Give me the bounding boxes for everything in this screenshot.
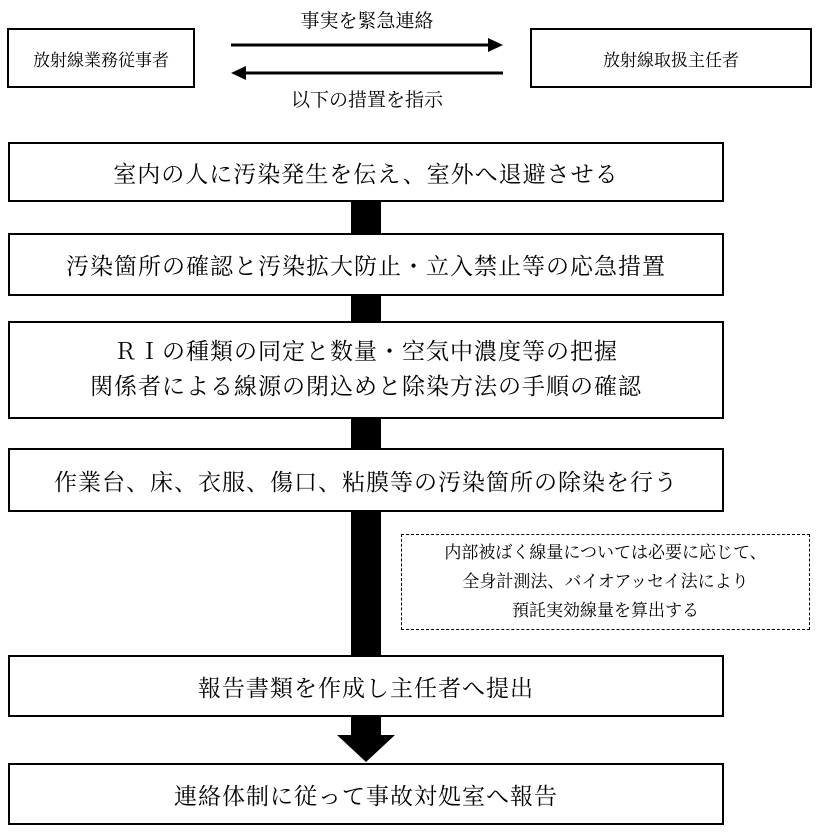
step-evacuate — [8, 142, 724, 202]
step-text: 作業台、床、衣服、傷口、粘膜等の汚染箇所の除染を行う — [54, 469, 678, 496]
bottom-arrow-label: 以下の措置を指示 — [290, 89, 443, 111]
step-report-documents — [8, 655, 724, 717]
step-text: 汚染箇所の確認と汚染拡大防止・立入禁止等の応急措置 — [66, 254, 666, 280]
final-arrowhead — [337, 735, 395, 762]
note-line: 内部被ばく線量については必要に応じて、 — [444, 543, 767, 563]
note-line: 全身計測法、バイオアッセイ法により — [462, 572, 749, 592]
left-arrow — [231, 66, 503, 80]
step-text: 室内の人に汚染発生を伝え、室外へ退避させる — [113, 161, 619, 188]
supervisor-box — [530, 28, 812, 88]
note-line: 預託実効線量を算出する — [512, 601, 699, 621]
step-text: 連絡体制に従って事故対処室へ報告 — [174, 783, 558, 810]
step-decontaminate — [8, 448, 724, 512]
right-arrow — [231, 38, 503, 52]
step-identify-ri — [8, 321, 724, 419]
worker-box — [7, 28, 195, 88]
worker-label: 放射線業務従事者 — [33, 50, 169, 71]
step-text: 関係者による線源の閉込めと除染方法の手順の確認 — [90, 374, 642, 400]
step-report-accident-office — [8, 763, 724, 825]
step-text: ＲＩの種類の同定と数量・空気中濃度等の把握 — [114, 339, 618, 365]
internal-dose-note — [401, 534, 810, 630]
step-emergency-measures — [8, 233, 724, 296]
top-arrow-label: 事実を緊急連絡 — [300, 10, 434, 32]
supervisor-label: 放射線取扱主任者 — [603, 50, 739, 71]
step-text: 報告書類を作成し主任者へ提出 — [198, 675, 534, 702]
